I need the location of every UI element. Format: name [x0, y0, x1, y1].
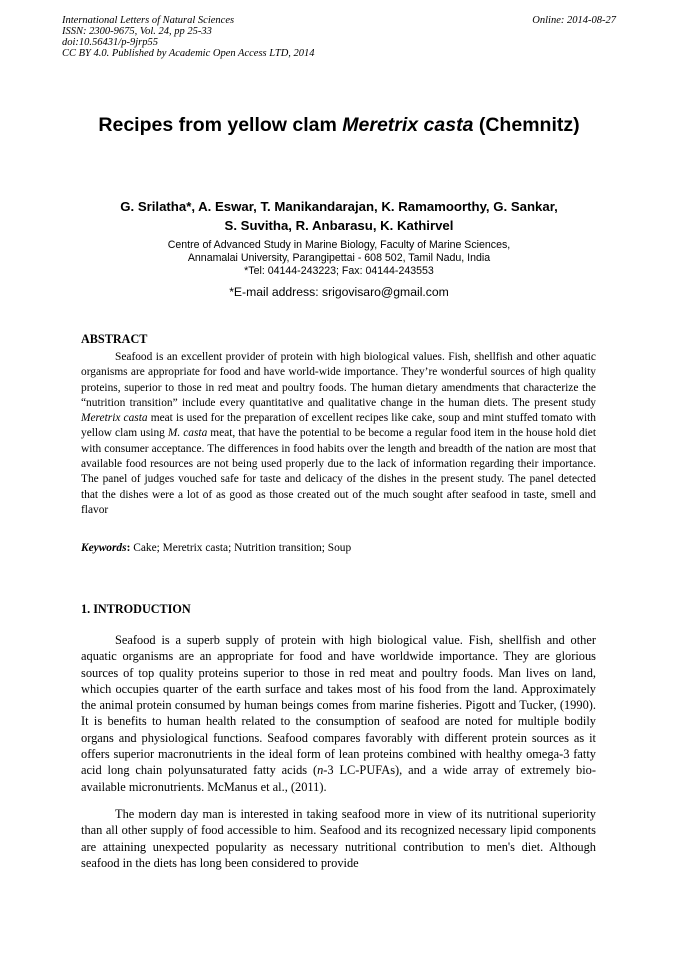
abstract-heading: ABSTRACT: [81, 332, 148, 346]
affiliation: [0, 239, 678, 278]
keywords-label: Keywords: [81, 542, 127, 554]
abstract-species-1: Meretrix casta: [81, 412, 148, 425]
affiliation-contact: *Tel: 04144-243223; Fax: 04144-243553: [244, 265, 434, 277]
abstract-text-2: meat is used for the preparation of excellent recipes like cake, soup and mint stuffed tomato with yellow clam using: [81, 412, 596, 440]
authors-line2: S. Suvitha, R. Anbarasu, K. Kathirvel: [224, 218, 454, 233]
intro-p1-text-a: Seafood is a superb supply of protein with high biological value. Fish, shellfish and other aquatic organisms are an appropriate for food and have worldwide importance. They are glorious sources of top quality proteins superior to those in red meat and poultry foods. Man lives on land, which occupies quarter of the earth surface and takes most of his food from the land. Approximately the animal protein consumed by human beings comes from marine fisheries. Pigott and Tucker, (1990). It is benefits to human health related to the consumption of seafood are noted for multiple bodily organs and physiological functions. Seafood compares favorably with different protein sources as it offers superior macronutrients in the ideal form of lean proteins combined with healthy omega-3 fatty acid long chain polyunsaturated fatty acids (: [81, 633, 596, 778]
affiliation-line2: Annamalai University, Parangipettai - 608 502, Tamil Nadu, India: [187, 252, 491, 264]
keywords-text: Cake; Meretrix casta; Nutrition transition; Soup: [130, 542, 352, 554]
intro-p1-italic: n: [317, 763, 324, 778]
online-date: Online: 2014-08-27: [532, 15, 616, 26]
journal-issn: ISSN: 2300-9675, Vol. 24, pp 25-33: [62, 26, 212, 37]
intro-p1-text-b: -3 LC-PUFAs), and a wide array of extremely bio-available micronutrients. McManus et al., (2011).: [81, 763, 596, 794]
introduction-paragraph-1: [81, 632, 596, 795]
introduction-heading: 1. INTRODUCTION: [81, 602, 191, 616]
authors-line1: G. Srilatha*, A. Eswar, T. Manikandarajan, K. Ramamoorthy, G. Sankar,: [120, 199, 558, 214]
journal-doi: doi:10.56431/p-9jrp55: [62, 37, 158, 48]
journal-name: International Letters of Natural Sciences: [62, 15, 235, 26]
title-species: Meretrix casta: [342, 114, 474, 136]
abstract-species-2: M. casta: [167, 427, 208, 440]
abstract-text: [81, 350, 596, 518]
title-part2: (Chemnitz): [473, 114, 580, 136]
email-address: *E-mail address: srigovisaro@gmail.com: [229, 285, 449, 299]
keywords: [81, 541, 596, 555]
abstract-text-1: Seafood is an excellent provider of protein with high biological values. Fish, shellfish and other aquatic organisms are appropriate for food and have world-wide importance. They’re wonderful sources of high quality proteins, superior to those in red meat and poultry foods. The human dietary amendments that characterize the “nutrition transition” include every quantitative and qualitative change in the human diets. The present study: [81, 351, 596, 409]
affiliation-line1: Centre of Advanced Study in Marine Biology, Faculty of Marine Sciences,: [167, 239, 511, 251]
keywords-colon: :: [126, 542, 131, 554]
author-list: [0, 197, 678, 235]
title-part1: Recipes from yellow clam: [98, 114, 343, 136]
introduction-paragraph-2: The modern day man is interested in taking seafood more in view of its nutritional superiority than all other supply of food accessible to him. Seafood and its recognized necessary lipid components are attaining unexpected popularity as necessary nutritional contribution to men's diet. Although seafood in the diets has long been considered to provide: [81, 807, 596, 870]
journal-header: [62, 15, 315, 59]
paper-title: [0, 113, 678, 137]
journal-license: CC BY 4.0. Published by Academic Open Access LTD, 2014: [62, 48, 315, 59]
abstract-text-3: meat, that have the potential to be become a regular food item in the house hold diet with consumer acceptance. The differences in food habits over the length and breadth of the nation are most that available food resources are not being used properly due to the lack of information regarding their importance. The panel of judges vouched safe for taste and delicacy of the dishes in the present study. The panel detected that the dishes were a lot of as good as those created out of the much sought after seafood in taste, smell and flavor: [81, 427, 596, 516]
